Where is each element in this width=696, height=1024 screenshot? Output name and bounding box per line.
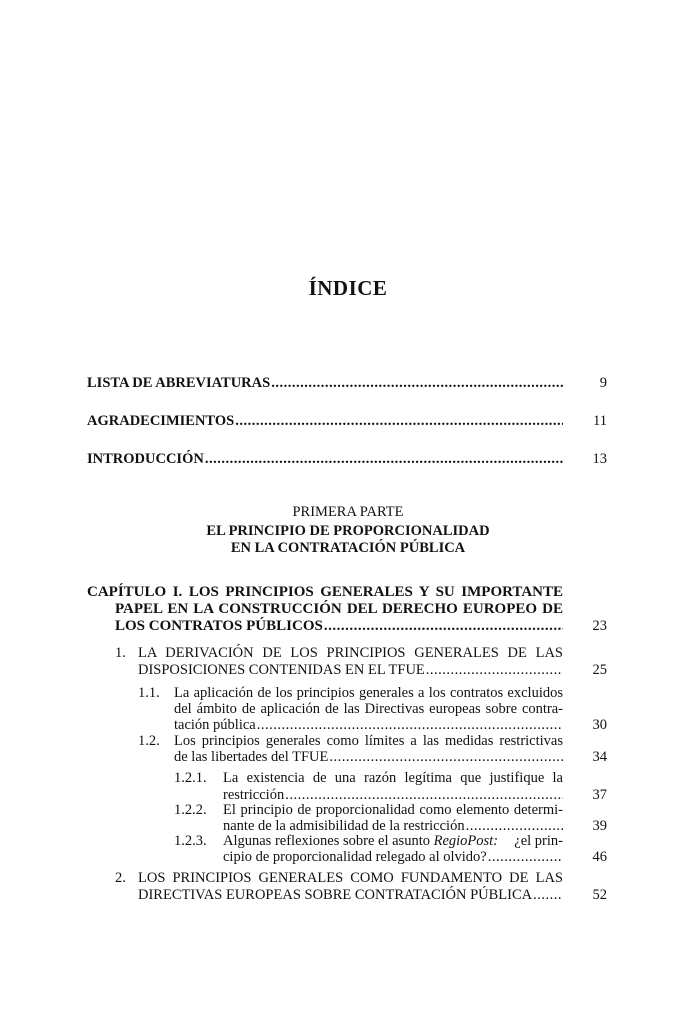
- section-title-line3: [174, 717, 563, 734]
- title-text-part: Algunas reflexiones sobre el asunto: [223, 833, 434, 849]
- toc-entry-agradecimientos: [87, 413, 563, 430]
- toc-page-number: 9: [599, 375, 607, 391]
- section-number: 1.2.2.: [174, 802, 207, 818]
- toc-entry-label: cipio de proporcionalidad relegado al olvido?: [223, 849, 487, 865]
- title-text: [223, 833, 498, 850]
- dot-leader: [533, 887, 563, 904]
- toc-entry-label: de las libertades del TFUE: [174, 749, 329, 765]
- part-title-line2: EN LA CONTRATACIÓN PÚBLICA: [230, 540, 466, 556]
- toc-page-number: 46: [592, 849, 607, 865]
- chapter-heading-line1: CAPÍTULO I. LOS PRINCIPIOS GENERALES Y SU IMPORTANTE: [87, 584, 563, 600]
- toc-entry-label: AGRADECIMIENTOS: [87, 413, 235, 429]
- section-number: 1.1.: [138, 685, 160, 701]
- toc-entry-label: DISPOSICIONES CONTENIDAS EN EL TFUE: [138, 662, 425, 678]
- page-title: ÍNDICE: [308, 276, 388, 300]
- title-text-part: ¿el prin-: [510, 833, 563, 849]
- section-title-line2: [223, 849, 563, 866]
- case-name-italic: RegioPost:: [433, 833, 499, 849]
- section-title-line2: del ámbito de aplicación de las Directivas europeas sobre contra-: [174, 701, 563, 717]
- toc-entry-label: LISTA DE ABREVIATURAS: [87, 375, 271, 391]
- section-number: 1.2.1.: [174, 770, 207, 786]
- toc-page-number: 39: [592, 818, 607, 834]
- section-title-line2: [138, 662, 563, 679]
- section-number: 1.2.: [138, 733, 160, 749]
- chapter-heading-line2: PAPEL EN LA CONSTRUCCIÓN DEL DERECHO EUROPEO DE: [115, 601, 563, 617]
- toc-page-number: 23: [592, 618, 607, 634]
- section-title-line1: LOS PRINCIPIOS GENERALES COMO FUNDAMENTO DE LAS: [138, 870, 563, 886]
- toc-page-number: 34: [592, 749, 607, 765]
- toc-page-number: 52: [592, 887, 607, 903]
- toc-entry-label: INTRODUCCIÓN: [87, 451, 204, 467]
- section-number: 1.2.3.: [174, 833, 207, 849]
- toc-page-number: 37: [592, 787, 607, 803]
- chapter-heading-line3: [115, 618, 563, 635]
- section-number: 1.: [115, 645, 126, 661]
- section-title-line1: El principio de proporcionalidad como elemento determi-: [223, 802, 563, 818]
- toc-entry-abreviaturas: [87, 375, 563, 392]
- dot-leader: [271, 375, 563, 392]
- section-title-line1: Los principios generales como límites a las medidas restrictivas: [174, 733, 563, 749]
- toc-entry-label: tación pública: [174, 717, 256, 733]
- part-title-line1: EL PRINCIPIO DE PROPORCIONALIDAD: [206, 523, 490, 539]
- dot-leader: [205, 451, 563, 468]
- part-label: PRIMERA PARTE: [292, 504, 404, 520]
- section-number: 2.: [115, 870, 126, 886]
- toc-entry-introduccion: [87, 451, 563, 468]
- section-title-line2: [174, 749, 563, 766]
- section-title-line1: LA DERIVACIÓN DE LOS PRINCIPIOS GENERALES DE LAS: [138, 645, 563, 661]
- toc-page-number: 25: [592, 662, 607, 678]
- section-title-line2: [138, 887, 563, 904]
- dot-leader: [235, 413, 563, 430]
- toc-entry-label: LOS CONTRATOS PÚBLICOS: [115, 618, 323, 634]
- toc-entry-label: DIRECTIVAS EUROPEAS SOBRE CONTRATACIÓN PÚBLICA: [138, 887, 533, 903]
- toc-page-number: 30: [592, 717, 607, 733]
- section-title-line1: La existencia de una razón legítima que justifique la: [223, 770, 563, 786]
- section-title-line1: [223, 833, 563, 850]
- dot-leader: [329, 749, 563, 766]
- dot-leader: [426, 662, 563, 679]
- toc-page-number: 13: [592, 451, 607, 467]
- dot-leader: [488, 849, 563, 866]
- toc-page-number: 11: [593, 413, 607, 429]
- section-title-line1: La aplicación de los principios generales a los contratos excluidos: [174, 685, 563, 701]
- toc-entry-label: nante de la admisibilidad de la restricción: [223, 818, 465, 834]
- dot-leader: [257, 717, 563, 734]
- toc-entry-label: restricción: [223, 787, 285, 803]
- dot-leader: [324, 618, 563, 635]
